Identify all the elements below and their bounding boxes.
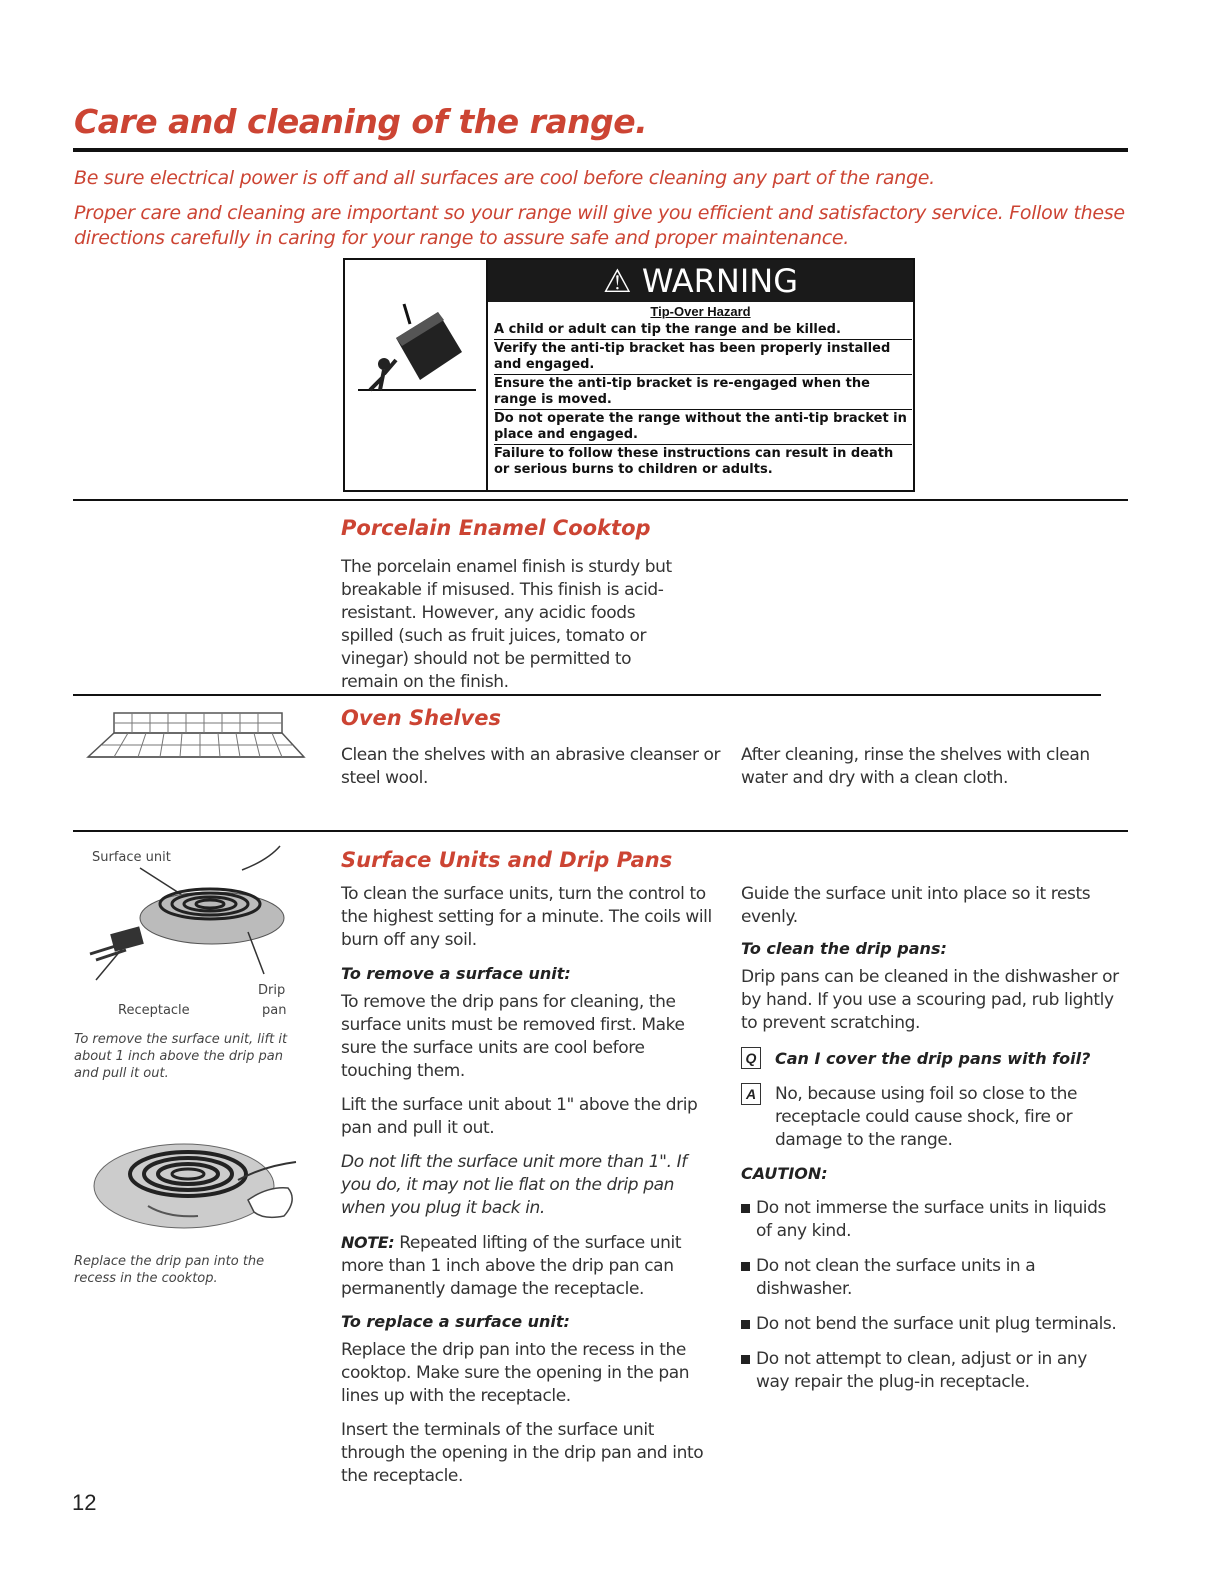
remove-subheading: To remove a surface unit: [341, 964, 571, 983]
surface-paragraph: Lift the surface unit about 1" above the drip pan and pull it out. [341, 1095, 698, 1138]
surface-paragraph: Replace the drip pan into the recess in the cooktop. Make sure the opening in the pan lines up with the receptacle. [341, 1340, 690, 1406]
oven-shelf-illustration [84, 711, 308, 765]
section-divider [73, 499, 1128, 501]
drip-pans-subheading: To clean the drip pans: [741, 939, 947, 958]
surface-column-2 [741, 883, 1121, 1406]
page-title: Care and cleaning of the range. [74, 102, 648, 141]
porcelain-title: Porcelain Enamel Cooktop [341, 516, 651, 540]
surface-unit-removal-illustration [82, 840, 302, 1000]
answer-row [741, 1083, 1121, 1152]
bullet-icon [741, 1355, 750, 1364]
caution-text: Do not immerse the surface units in liquids of any kind. [756, 1198, 1106, 1241]
title-divider [73, 148, 1128, 152]
surface-paragraph: To remove the drip pans for cleaning, the surface units must be removed first. Make sure the surface units are cool before touching them. [341, 992, 685, 1081]
surface-title: Surface Units and Drip Pans [341, 848, 673, 872]
drip-pan-replace-illustration [88, 1126, 304, 1236]
shelves-col1: Clean the shelves with an abrasive cleanser or steel wool. [341, 745, 721, 788]
caution-item [741, 1197, 1121, 1243]
section-divider [73, 694, 1101, 696]
page-number: 12 [72, 1490, 97, 1515]
surface-paragraph: To clean the surface units, turn the control to the highest setting for a minute. The coils will burn off any soil. [341, 884, 712, 950]
warning-banner: ⚠ WARNING [488, 260, 913, 302]
figure-label-drip: Drip [258, 983, 286, 998]
tip-over-illustration [356, 298, 480, 394]
shelves-col2: After cleaning, rinse the shelves with clean water and dry with a clean cloth. [741, 745, 1090, 788]
porcelain-body: The porcelain enamel finish is sturdy but breakable if misused. This finish is acid-resistant. However, any acidic foods spilled (such as fruit juices, tomato or vinegar) should not be permitted to remain on the finish. [341, 557, 672, 692]
surface-warning-paragraph: Do not lift the surface unit more than 1". If you do, it may not lie flat on the drip pan when you plug it back in. [341, 1152, 687, 1218]
warning-line: Failure to follow these instructions can result in death or serious burns to children or adults. [494, 446, 894, 477]
question-text: Can I cover the drip pans with foil? [775, 1049, 1091, 1068]
caution-text: Do not clean the surface units in a dishwasher. [756, 1256, 1036, 1299]
figure-label-receptacle: Receptacle [118, 1003, 190, 1018]
warning-body [494, 322, 912, 480]
figure-caption-remove: To remove the surface unit, lift it about 1 inch above the drip pan and pull it out. [74, 1032, 288, 1081]
intro-warning-text: Be sure electrical power is off and all surfaces are cool before cleaning any part of the range. [74, 167, 935, 189]
answer-text: No, because using foil so close to the receptacle could cause shock, fire or damage to the range. [775, 1084, 1078, 1150]
surface-paragraph: Guide the surface unit into place so it rests evenly. [741, 884, 1091, 927]
caution-text: Do not attempt to clean, adjust or in any way repair the plug-in receptacle. [756, 1349, 1087, 1392]
bullet-icon [741, 1262, 750, 1271]
warning-heading: Tip-Over Hazard [650, 304, 751, 319]
caution-text: Do not bend the surface unit plug terminals. [756, 1314, 1117, 1334]
caution-heading: CAUTION: [741, 1164, 828, 1183]
surface-paragraph: Drip pans can be cleaned in the dishwasher or by hand. If you use a scouring pad, rub lightly to prevent scratching. [741, 967, 1119, 1033]
figure-caption-replace: Replace the drip pan into the recess in the cooktop. [74, 1254, 265, 1286]
caution-item [741, 1255, 1121, 1301]
intro-care-text-line1: Proper care and cleaning are important so your range will give you efficient and satisfactory service. Follow these [74, 202, 1125, 224]
caution-item [741, 1313, 1121, 1336]
note-label: NOTE: [341, 1233, 395, 1252]
warning-line: Do not operate the range without the anti-tip bracket in place and engaged. [494, 411, 912, 445]
warning-line: Verify the anti-tip bracket has been properly installed and engaged. [494, 341, 912, 375]
note-paragraph [341, 1231, 715, 1301]
section-divider [73, 830, 1128, 832]
figure-label-surface-unit: Surface unit [92, 850, 171, 865]
figure-label-pan: pan [262, 1003, 287, 1018]
surface-column-1 [341, 883, 715, 1488]
caution-item [741, 1348, 1121, 1394]
warning-line: Ensure the anti-tip bracket is re-engaged when the range is moved. [494, 376, 912, 410]
question-icon: Q [741, 1047, 761, 1069]
intro-care-text-line2: directions carefully in caring for your range to assure safe and proper maintenance. [74, 227, 849, 249]
shelves-title: Oven Shelves [341, 706, 501, 730]
question-row [741, 1047, 1121, 1069]
answer-icon: A [741, 1083, 761, 1105]
bullet-icon [741, 1320, 750, 1329]
note-text: Repeated lifting of the surface unit more than 1 inch above the drip pan can permanently damage the receptacle. [341, 1233, 682, 1299]
surface-paragraph: Insert the terminals of the surface unit through the opening in the drip pan and into the receptacle. [341, 1420, 704, 1486]
bullet-icon [741, 1204, 750, 1213]
replace-subheading: To replace a surface unit: [341, 1312, 570, 1331]
warning-line: A child or adult can tip the range and be killed. [494, 322, 912, 340]
